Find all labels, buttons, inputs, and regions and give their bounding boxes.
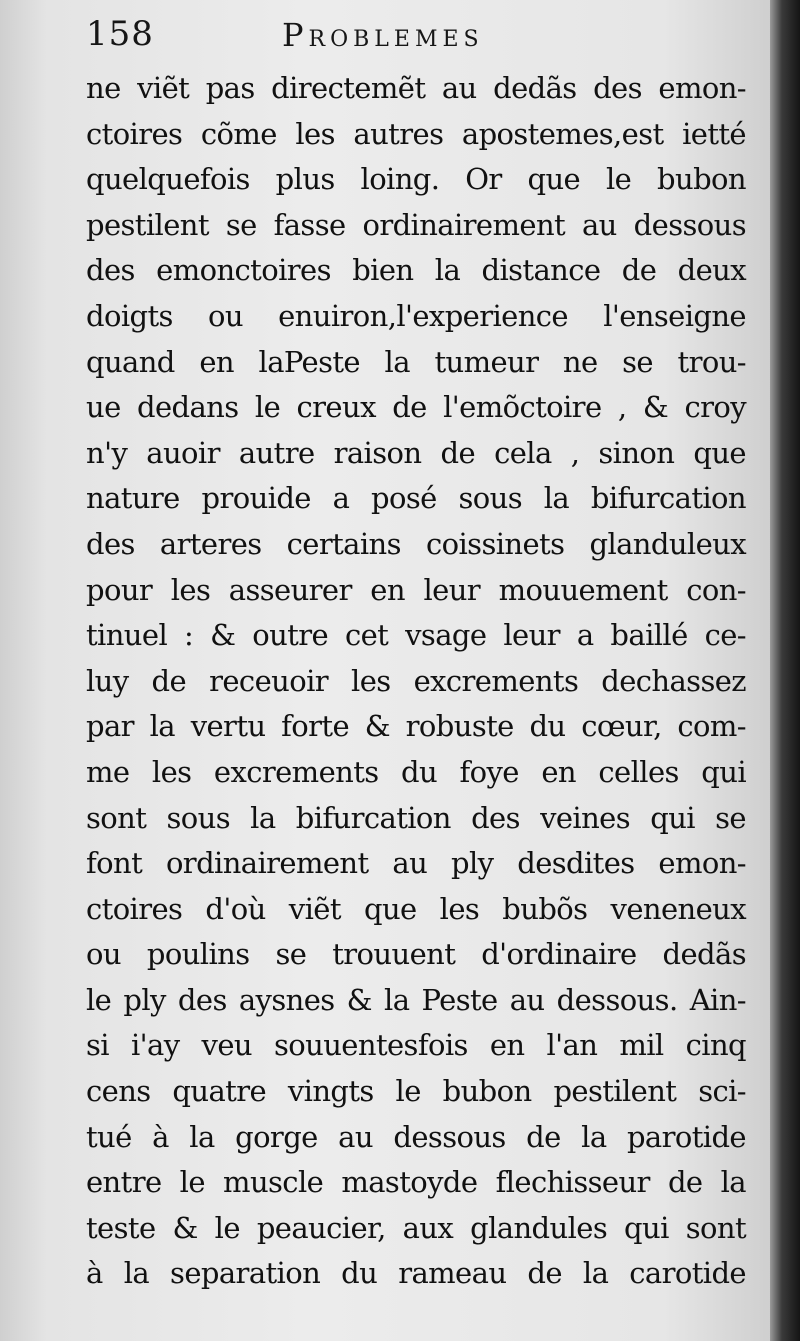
text-line: si i'ay veu souuentesfois en l'an mil cinq <box>86 1028 746 1063</box>
text-line: n'y auoir autre raison de cela , sinon que <box>86 435 746 470</box>
text-line: le ply des aysnes & la Peste au dessous. Ain- <box>86 982 746 1017</box>
text-line: tinuel : & outre cet vsage leur a baillé ce- <box>86 618 746 653</box>
text-line: ou poulins se trouuent d'ordinaire dedãs <box>86 937 746 972</box>
text-line: des arteres certains coissinets glanduleux <box>86 526 746 561</box>
text-line: à la separation du rameau de la carotide <box>86 1256 746 1291</box>
text-line: par la vertu forte & robuste du cœur, com- <box>86 709 746 744</box>
body-text <box>86 66 746 1297</box>
text-line: ue dedans le creux de l'emõctoire , & croy <box>86 390 746 425</box>
text-line: des emonctoires bien la distance de deux <box>86 253 746 288</box>
text-line: teste & le peaucier, aux glandules qui sont <box>86 1210 746 1245</box>
text-line: tué à la gorge au dessous de la parotide <box>86 1119 746 1154</box>
text-line: me les excrements du foye en celles qui <box>86 754 746 789</box>
text-line: ctoires d'où viẽt que les bubõs veneneux <box>86 891 746 926</box>
page-edge-shadow <box>770 0 800 1341</box>
text-line: sont sous la bifurcation des veines qui se <box>86 800 746 835</box>
running-title: Problemes <box>282 16 484 54</box>
text-line: font ordinairement au ply desdites emon- <box>86 846 746 881</box>
page-number: 158 <box>86 14 154 54</box>
page-header <box>86 6 746 62</box>
text-line: nature prouide a posé sous la bifurcation <box>86 481 746 516</box>
text-line: pestilent se fasse ordinairement au dessous <box>86 207 746 242</box>
text-line: entre le muscle mastoyde flechisseur de la <box>86 1165 746 1200</box>
text-line: cens quatre vingts le bubon pestilent sci- <box>86 1074 746 1109</box>
text-line: ne viẽt pas directemẽt au dedãs des emon- <box>86 71 746 105</box>
text-line: pour les asseurer en leur mouuement con- <box>86 572 746 607</box>
text-line: ctoires cõme les autres apostemes,est ietté <box>86 116 746 151</box>
text-line: luy de receuoir les excrements dechassez <box>86 663 746 698</box>
text-line: doigts ou enuiron,l'experience l'enseigne <box>86 298 746 333</box>
text-line: quand en laPeste la tumeur ne se trou- <box>86 344 746 379</box>
text-line: quelquefois plus loing. Or que le bubon <box>86 162 746 197</box>
